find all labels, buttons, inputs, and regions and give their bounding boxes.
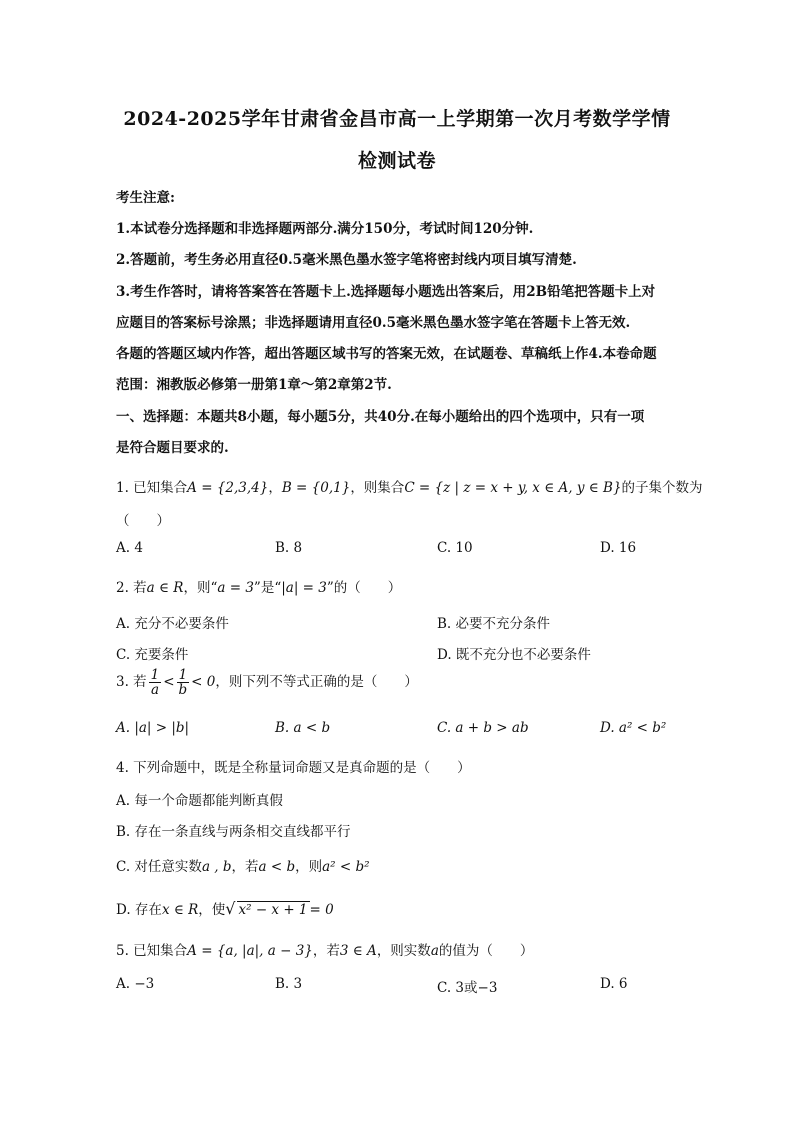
q2-suffix: ”的（ ） (326, 580, 402, 596)
q1-option-a: A. 4 (116, 540, 143, 556)
q4c-result: a² < b² (322, 859, 370, 875)
q4-option-a: A. 每一个命题都能判断真假 (116, 793, 283, 809)
q4d-prefix: D. 存在 (116, 902, 162, 918)
q3-frac1-numerator: 1 (150, 667, 160, 683)
sqrt-icon: √ (225, 899, 236, 918)
q5-var: a (430, 943, 439, 959)
question-1-stem (116, 476, 703, 496)
q5-option-d: D. 6 (600, 976, 628, 992)
q3-option-c: C. a + b > ab (437, 720, 529, 736)
q3-prefix: 3. 若 (116, 674, 147, 690)
q1-prefix: 1. 已知集合 (116, 480, 188, 496)
notice-item-3: 3.考生作答时，请将答案答在答题卡上.选择题每小题选出答案后，用2B铅笔把答题卡上对 (116, 284, 656, 300)
q5-mid: ，若 (312, 943, 340, 959)
q4c-condition: a < b (258, 859, 296, 875)
q2-q: |a| = 3 (281, 580, 327, 596)
question-3-stem (116, 668, 418, 697)
question-5-stem (116, 939, 533, 959)
q5-set: A = {a, |a|, a − 3} (187, 943, 313, 959)
q4d-equals: = 0 (309, 902, 334, 918)
q4-option-b: B. 存在一条直线与两条相交直线都平行 (116, 824, 351, 840)
q4c-mid: ，若 (231, 859, 259, 875)
q2-option-d: D. 既不充分也不必要条件 (437, 647, 591, 663)
q1-option-d: D. 16 (600, 540, 637, 556)
q4-option-c (116, 855, 370, 875)
q1-separator: ， (268, 480, 282, 496)
q4c-prefix: C. 对任意实数 (116, 859, 202, 875)
q2-condition: a ∈ R (146, 580, 184, 596)
q1-option-b: B. 8 (275, 540, 303, 556)
notice-item-6: 范围：湘教版必修第一册第1章～第2章第2节. (116, 377, 392, 393)
notice-item-2: 2.答题前，考生务必用直径0.5毫米黑色墨水签字笔将密封线内项目填写清楚. (116, 252, 577, 268)
section-heading-line2: 是符合题目要求的. (116, 440, 229, 456)
q1-mid: ，则集合 (350, 480, 405, 496)
q3-suffix: ，则下列不等式正确的是（ ） (215, 674, 418, 690)
q5-option-a: A. −3 (116, 976, 155, 992)
q3-option-b: B. a < b (275, 720, 331, 736)
q1-option-c: C. 10 (437, 540, 473, 556)
q4-option-d (116, 898, 334, 918)
notice-heading: 考生注意: (116, 190, 175, 206)
q4d-var: x ∈ R (161, 902, 199, 918)
q2-option-b: B. 必要不充分条件 (437, 616, 551, 632)
q2-mid2: ”是“ (253, 580, 282, 596)
q1-set-b: B = {0,1} (281, 480, 351, 496)
q3-frac2-numerator: 1 (178, 667, 188, 683)
q5-suffix: ，则实数 (376, 943, 431, 959)
q3-fraction-1 (149, 668, 162, 697)
q2-mid1: ，则“ (183, 580, 218, 596)
q3-option-a: A. |a| > |b| (116, 720, 190, 736)
q3-frac2-denominator: b (178, 682, 188, 698)
q4c-vars: a , b (201, 859, 232, 875)
exam-title-line1: 2024-2025学年甘肃省金昌市高一上学期第一次月考数学学情 (123, 108, 671, 130)
question-2-stem (116, 576, 401, 596)
q5-prefix: 5. 已知集合 (116, 943, 188, 959)
q2-option-a: A. 充分不必要条件 (116, 616, 229, 632)
q1-suffix: 的子集个数为 (621, 480, 703, 496)
q4c-then: ，则 (295, 859, 323, 875)
q1-set-c: C = {z | z = x + y, x ∈ A, y ∈ B} (404, 480, 622, 496)
q3-fraction-2 (177, 668, 190, 697)
notice-item-1: 1.本试卷分选择题和非选择题两部分.满分150分，考试时间120分钟. (116, 221, 534, 237)
q5-option-c: C. 3或−3 (437, 980, 498, 996)
q5-option-b: B. 3 (275, 976, 303, 992)
q5-condition: 3 ∈ A (339, 943, 377, 959)
notice-item-5: 各题的答题区域内作答，超出答题区域书写的答案无效，在试题卷、草稿纸上作4.本卷命题 (116, 346, 657, 362)
q5-end: 的值为（ ） (438, 943, 534, 959)
notice-item-4: 应题目的答案标号涂黑；非选择题请用直径0.5毫米黑色墨水签字笔在答题卡上答无效. (116, 315, 631, 331)
section-heading-line1: 一、选择题：本题共8小题，每小题5分，共40分.在每小题给出的四个选项中，只有一项 (116, 409, 645, 425)
exam-title-line2: 检测试卷 (357, 150, 436, 172)
q1-answer-paren: （ ） (116, 513, 170, 529)
q3-frac1-denominator: a (150, 682, 159, 698)
q1-set-a: A = {2,3,4} (187, 480, 269, 496)
q2-p: a = 3 (217, 580, 254, 596)
q3-option-d: D. a² < b² (600, 720, 667, 736)
q2-prefix: 2. 若 (116, 580, 147, 596)
question-4-stem: 4. 下列命题中，既是全称量词命题又是真命题的是（ ） (116, 760, 471, 776)
q4d-radicand: x² − x + 1 (238, 902, 308, 918)
q3-less-than: < (163, 674, 175, 690)
q2-option-c: C. 充要条件 (116, 647, 189, 663)
q3-tail: < 0 (191, 674, 216, 690)
q4d-mid: ，使 (198, 902, 226, 918)
